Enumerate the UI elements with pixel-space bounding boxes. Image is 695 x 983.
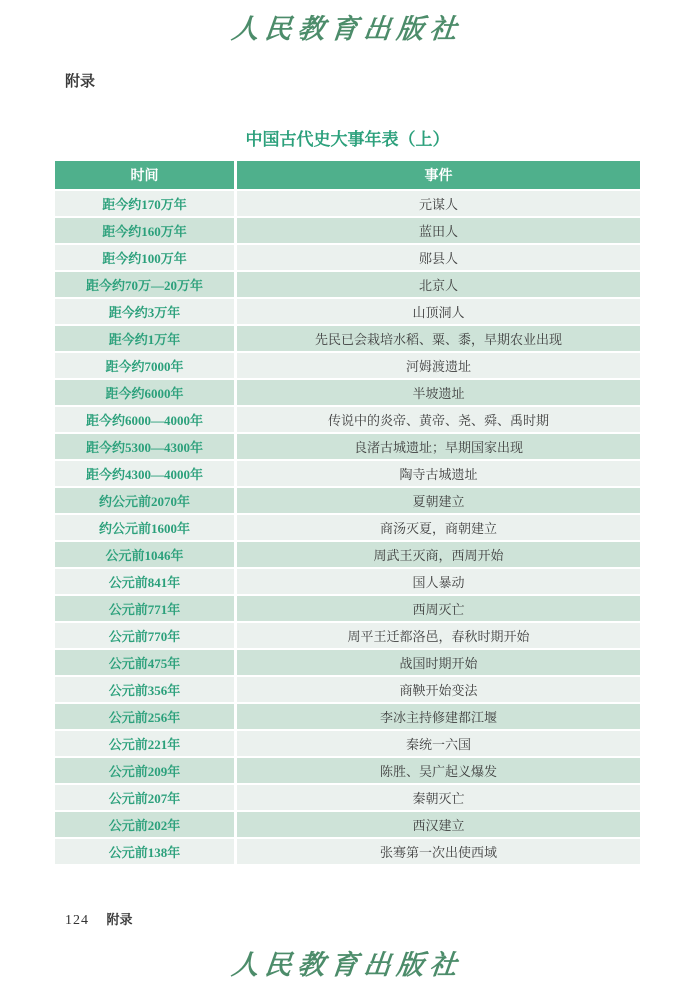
time-cell: 距今约6000年 [55,378,237,405]
time-cell: 距今约70万—20万年 [55,270,237,297]
event-cell: 张骞第一次出使西域 [237,837,640,864]
time-cell: 公元前256年 [55,702,237,729]
table-row [55,405,640,432]
time-cell: 公元前771年 [55,594,237,621]
event-cell: 周武王灭商，西周开始 [237,540,640,567]
time-cell: 距今约100万年 [55,243,237,270]
time-cell: 距今约170万年 [55,189,237,216]
time-cell: 约公元前1600年 [55,513,237,540]
event-cell: 战国时期开始 [237,648,640,675]
event-cell: 商鞅开始变法 [237,675,640,702]
column-header-time: 时间 [55,161,237,189]
table-body [55,189,640,864]
event-cell: 半坡遗址 [237,378,640,405]
event-cell: 北京人 [237,270,640,297]
time-cell: 约公元前2070年 [55,486,237,513]
table-row [55,270,640,297]
time-cell: 公元前221年 [55,729,237,756]
table-row [55,297,640,324]
time-cell: 公元前138年 [55,837,237,864]
table-row [55,675,640,702]
table-row [55,243,640,270]
table-row [55,216,640,243]
table-row [55,621,640,648]
table-row [55,810,640,837]
table-row [55,459,640,486]
table-row [55,351,640,378]
time-cell: 距今约4300—4000年 [55,459,237,486]
table-header-row [55,161,640,189]
table-row [55,378,640,405]
event-cell: 山顶洞人 [237,297,640,324]
event-cell: 周平王迁都洛邑，春秋时期开始 [237,621,640,648]
event-cell: 西周灭亡 [237,594,640,621]
time-cell: 公元前475年 [55,648,237,675]
time-cell: 距今约160万年 [55,216,237,243]
time-cell: 公元前209年 [55,756,237,783]
event-cell: 秦统一六国 [237,729,640,756]
event-cell: 秦朝灭亡 [237,783,640,810]
event-cell: 夏朝建立 [237,486,640,513]
time-cell: 公元前207年 [55,783,237,810]
time-cell: 公元前770年 [55,621,237,648]
time-cell: 公元前841年 [55,567,237,594]
table-row [55,648,640,675]
event-cell: 先民已会栽培水稻、粟、黍，早期农业出现 [237,324,640,351]
table-row [55,837,640,864]
section-heading: 附录 [65,73,96,90]
table-row [55,594,640,621]
time-cell: 距今约6000—4000年 [55,405,237,432]
events-table [55,161,640,864]
table-row [55,486,640,513]
publisher-logo-bottom: 人民教育出版社 [230,950,465,980]
time-cell: 公元前1046年 [55,540,237,567]
table-row [55,513,640,540]
table-title: 中国古代史大事年表（上） [245,130,450,149]
event-cell: 传说中的炎帝、黄帝、尧、舜、禹时期 [237,405,640,432]
column-header-event: 事件 [237,161,640,189]
table-row [55,324,640,351]
table-row [55,756,640,783]
table-row [55,783,640,810]
event-cell: 商汤灭夏，商朝建立 [237,513,640,540]
time-cell: 距今约5300—4300年 [55,432,237,459]
footer-section-label: 附录 [106,912,133,927]
event-cell: 蓝田人 [237,216,640,243]
page-number: 124 [65,913,89,928]
table-row [55,432,640,459]
event-cell: 郧县人 [237,243,640,270]
time-cell: 距今约7000年 [55,351,237,378]
time-cell: 距今约3万年 [55,297,237,324]
table-row [55,540,640,567]
event-cell: 李冰主持修建都江堰 [237,702,640,729]
event-cell: 河姆渡遗址 [237,351,640,378]
event-cell: 元谋人 [237,189,640,216]
time-cell: 公元前356年 [55,675,237,702]
table-row [55,729,640,756]
event-cell: 陈胜、吴广起义爆发 [237,756,640,783]
time-cell: 公元前202年 [55,810,237,837]
table-row [55,567,640,594]
table-row [55,189,640,216]
event-cell: 陶寺古城遗址 [237,459,640,486]
page-footer [65,909,133,929]
event-cell: 西汉建立 [237,810,640,837]
table-row [55,702,640,729]
publisher-logo-top: 人民教育出版社 [230,14,465,44]
event-cell: 良渚古城遗址；早期国家出现 [237,432,640,459]
event-cell: 国人暴动 [237,567,640,594]
time-cell: 距今约1万年 [55,324,237,351]
